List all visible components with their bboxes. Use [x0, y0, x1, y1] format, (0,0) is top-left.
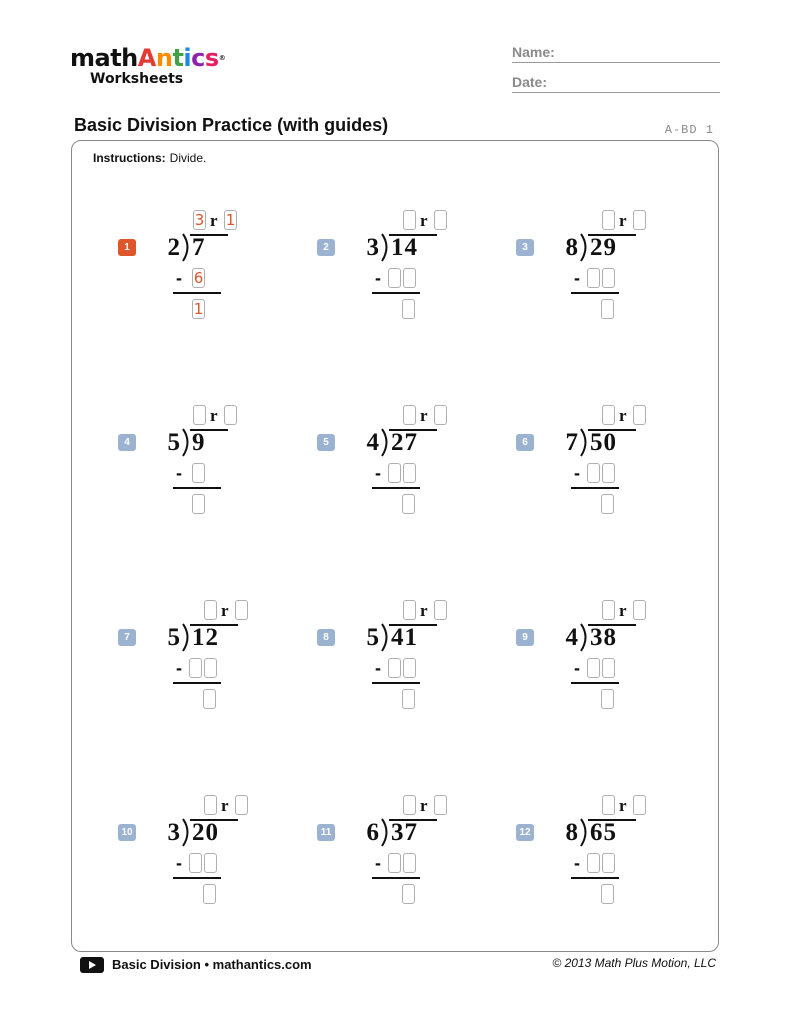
dividend: 27 — [391, 429, 418, 456]
divisor: 7 — [565, 429, 578, 456]
product-box-ones[interactable] — [403, 463, 416, 483]
divisor: 4 — [565, 624, 578, 651]
minus-sign: - — [375, 463, 381, 483]
minus-sign: - — [574, 853, 580, 873]
product-box-tens[interactable] — [388, 463, 401, 483]
divisor: 6 — [366, 819, 379, 846]
remainder-box[interactable] — [434, 795, 447, 815]
divisor: 8 — [565, 819, 578, 846]
product-box-ones[interactable] — [602, 463, 615, 483]
dividend: 7 — [192, 234, 206, 261]
instructions-text: Divide. — [169, 151, 207, 165]
quotient-box[interactable] — [403, 795, 416, 815]
logo-word-math: math — [70, 44, 138, 72]
subtraction-line — [173, 292, 221, 294]
divisor: 8 — [565, 234, 578, 261]
logo-word-antics — [138, 44, 219, 72]
mathantics-logo — [70, 45, 230, 100]
difference-box[interactable] — [601, 299, 614, 319]
product-box-tens[interactable] — [587, 268, 600, 288]
dividend: 12 — [192, 624, 219, 651]
minus-sign: - — [375, 268, 381, 288]
minus-sign: - — [574, 658, 580, 678]
remainder-box[interactable] — [633, 405, 646, 425]
minus-sign: - — [375, 853, 381, 873]
division-problem — [516, 588, 676, 718]
product-box-tens[interactable] — [587, 658, 600, 678]
problem-number-badge: 9 — [516, 629, 534, 646]
subtraction-line — [571, 877, 619, 879]
subtraction-line — [173, 487, 221, 489]
problem-number-badge: 12 — [516, 824, 534, 841]
logo-letter: t — [172, 44, 184, 72]
difference-box[interactable] — [402, 494, 415, 514]
logo-wordmark — [70, 45, 230, 71]
footer-copyright: © 2013 Math Plus Motion, LLC — [552, 956, 716, 970]
difference-box[interactable] — [601, 884, 614, 904]
difference-box[interactable] — [402, 884, 415, 904]
product-box-ones[interactable] — [204, 853, 217, 873]
minus-sign: - — [176, 268, 182, 288]
logo-letter: s — [204, 44, 219, 72]
quotient-box[interactable] — [403, 600, 416, 620]
problem-number-badge: 1 — [118, 239, 136, 256]
product-box-ones[interactable] — [403, 268, 416, 288]
minus-sign: - — [375, 658, 381, 678]
remainder-box[interactable] — [633, 210, 646, 230]
division-problem — [118, 588, 278, 718]
division-problem — [317, 783, 477, 913]
division-problem — [516, 393, 676, 523]
remainder-label: r — [210, 406, 218, 425]
instructions-label: Instructions: — [93, 151, 166, 165]
product-box-tens[interactable] — [587, 463, 600, 483]
remainder-label: r — [619, 796, 627, 815]
remainder-box[interactable] — [434, 600, 447, 620]
remainder-label: r — [619, 211, 627, 230]
remainder-box[interactable] — [434, 405, 447, 425]
difference-box[interactable] — [203, 884, 216, 904]
dividend: 29 — [590, 234, 617, 261]
instructions — [93, 151, 206, 165]
logo-letter: i — [183, 44, 192, 72]
minus-sign: - — [574, 463, 580, 483]
dividend: 14 — [391, 234, 418, 261]
quotient-box[interactable] — [602, 600, 615, 620]
difference-box[interactable] — [601, 689, 614, 709]
problem-number-badge: 8 — [317, 629, 335, 646]
subtraction-line — [571, 682, 619, 684]
quotient-box[interactable] — [602, 405, 615, 425]
remainder-box[interactable] — [224, 405, 237, 425]
product-box-ones[interactable] — [602, 268, 615, 288]
product-box-tens[interactable] — [388, 853, 401, 873]
divisor: 3 — [366, 234, 379, 261]
problem-number-badge: 10 — [118, 824, 136, 841]
subtraction-line — [571, 292, 619, 294]
division-problem — [118, 783, 278, 913]
logo-letter: A — [137, 44, 156, 72]
subtraction-line — [372, 487, 420, 489]
difference-box[interactable] — [402, 299, 415, 319]
quotient-box[interactable] — [204, 600, 217, 620]
date-field[interactable] — [512, 70, 720, 93]
product-box-tens[interactable] — [587, 853, 600, 873]
dividend: 50 — [590, 429, 617, 456]
quotient-box[interactable] — [204, 795, 217, 815]
divisor: 5 — [167, 624, 180, 651]
product-box[interactable] — [192, 463, 205, 483]
quotient-box[interactable] — [403, 405, 416, 425]
difference-box[interactable] — [402, 689, 415, 709]
quotient-box[interactable] — [193, 405, 206, 425]
subtraction-line — [372, 682, 420, 684]
difference-box[interactable] — [192, 494, 205, 514]
division-problem — [118, 198, 278, 328]
remainder-label: r — [221, 601, 229, 620]
problem-number-badge: 3 — [516, 239, 534, 256]
remainder-label: r — [619, 406, 627, 425]
remainder-box[interactable] — [235, 600, 248, 620]
remainder-label: r — [420, 601, 428, 620]
remainder-box[interactable] — [434, 210, 447, 230]
division-problem — [317, 198, 477, 328]
remainder-label: r — [420, 406, 428, 425]
problem-number-badge: 2 — [317, 239, 335, 256]
divisor: 2 — [167, 234, 180, 261]
subtraction-line — [372, 292, 420, 294]
remainder-label: r — [420, 211, 428, 230]
minus-sign: - — [176, 463, 182, 483]
problem-number-badge: 6 — [516, 434, 534, 451]
product-box-tens[interactable] — [388, 658, 401, 678]
dividend: 65 — [590, 819, 617, 846]
name-field[interactable] — [512, 40, 720, 63]
remainder-label: r — [221, 796, 229, 815]
divisor: 4 — [366, 429, 379, 456]
worksheet-title: Basic Division Practice (with guides) — [74, 115, 389, 135]
date-label: Date: — [512, 74, 548, 90]
minus-sign: - — [176, 853, 182, 873]
remainder-box[interactable] — [235, 795, 248, 815]
minus-sign: - — [176, 658, 182, 678]
problem-number-badge: 5 — [317, 434, 335, 451]
logo-letter: c — [191, 44, 205, 72]
logo-letter: n — [155, 44, 173, 72]
product-box-ones[interactable] — [602, 658, 615, 678]
remainder-label: r — [619, 601, 627, 620]
difference-box[interactable] — [601, 494, 614, 514]
subtraction-line — [173, 877, 221, 879]
dividend: 37 — [391, 819, 418, 846]
dividend: 41 — [391, 624, 418, 651]
problem-number-badge: 4 — [118, 434, 136, 451]
logo-subtitle: Worksheets — [90, 71, 184, 87]
worksheet-code: A-BD 1 — [664, 123, 714, 137]
logo-registered-mark: ® — [218, 54, 226, 62]
product-box-ones[interactable] — [403, 853, 416, 873]
play-icon — [80, 957, 104, 973]
product-box-tens[interactable] — [189, 658, 202, 678]
division-problem — [118, 393, 278, 523]
remainder-box: 1 — [225, 211, 236, 229]
division-problem — [516, 783, 676, 913]
minus-sign: - — [574, 268, 580, 288]
product-box-ones[interactable] — [204, 658, 217, 678]
product-box: 6 — [193, 269, 204, 287]
quotient-box: 3 — [194, 211, 205, 229]
remainder-box[interactable] — [633, 600, 646, 620]
subtraction-line — [372, 877, 420, 879]
quotient-box[interactable] — [602, 210, 615, 230]
subtraction-line — [173, 682, 221, 684]
product-box-ones[interactable] — [403, 658, 416, 678]
remainder-label: r — [420, 796, 428, 815]
divisor: 3 — [167, 819, 180, 846]
division-problem — [317, 588, 477, 718]
dividend: 9 — [192, 429, 206, 456]
dividend: 38 — [590, 624, 617, 651]
remainder-box[interactable] — [633, 795, 646, 815]
problem-number-badge: 7 — [118, 629, 136, 646]
division-problem — [317, 393, 477, 523]
product-box-ones[interactable] — [602, 853, 615, 873]
divisor: 5 — [167, 429, 180, 456]
product-box-tens[interactable] — [388, 268, 401, 288]
quotient-box[interactable] — [403, 210, 416, 230]
remainder-label: r — [210, 211, 218, 230]
divisor: 5 — [366, 624, 379, 651]
dividend: 20 — [192, 819, 219, 846]
difference-box[interactable] — [203, 689, 216, 709]
name-label: Name: — [512, 44, 555, 60]
difference-box: 1 — [193, 300, 204, 318]
footer-source: Basic Division • mathantics.com — [112, 957, 312, 972]
division-problem — [516, 198, 676, 328]
problem-number-badge: 11 — [317, 824, 335, 841]
product-box-tens[interactable] — [189, 853, 202, 873]
quotient-box[interactable] — [602, 795, 615, 815]
subtraction-line — [571, 487, 619, 489]
